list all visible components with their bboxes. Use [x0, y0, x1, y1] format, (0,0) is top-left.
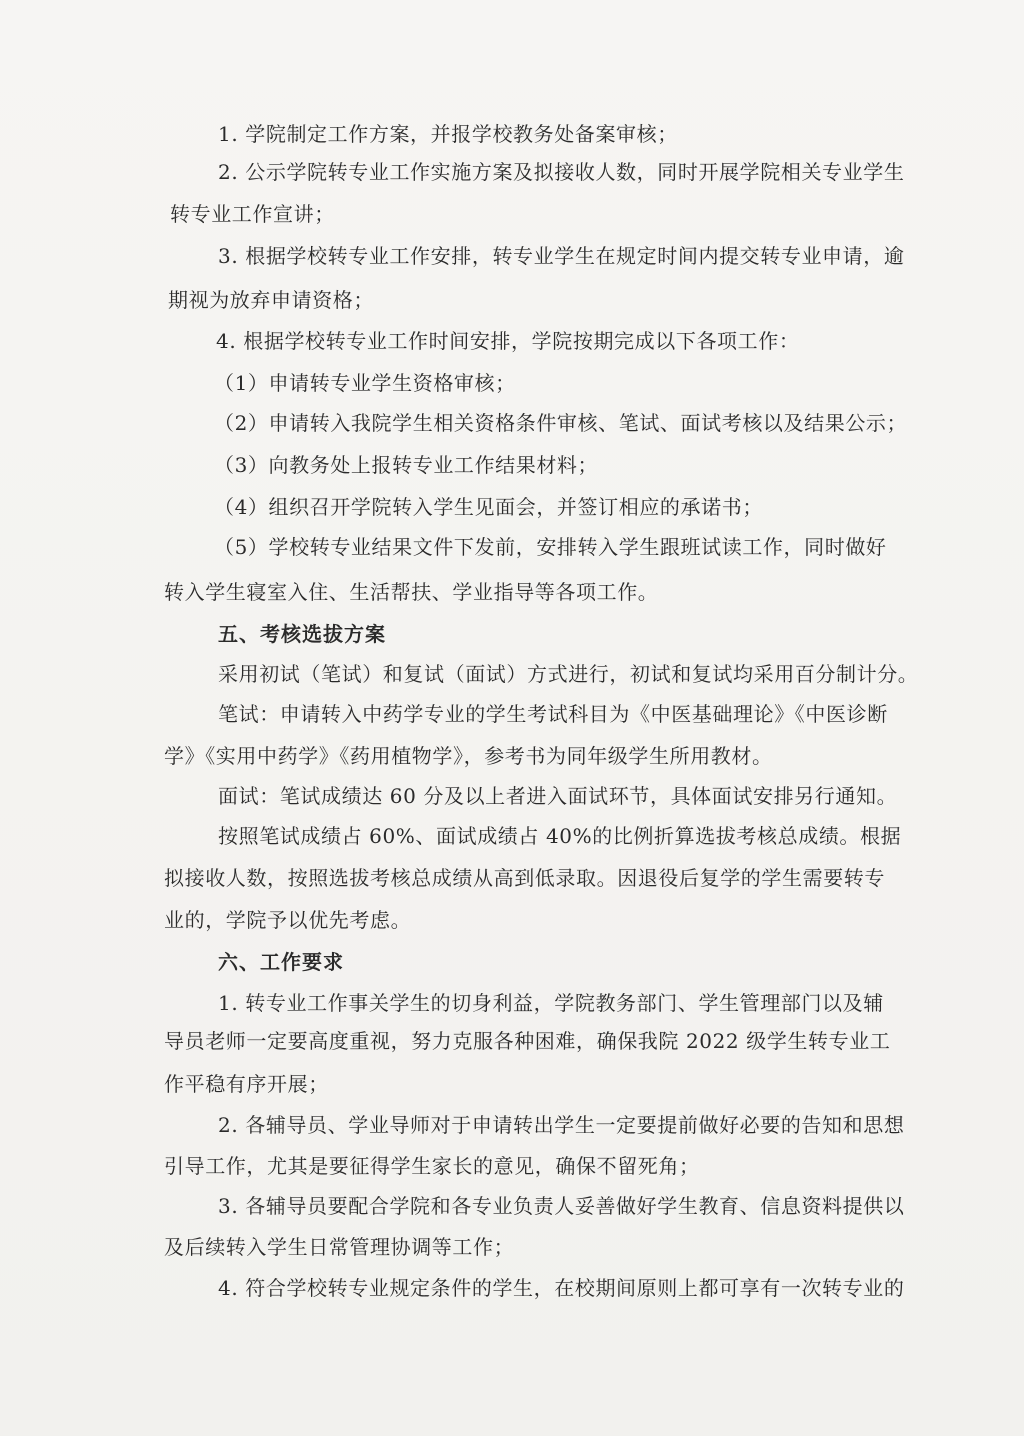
- section-heading: 五、考核选拔方案: [218, 622, 386, 646]
- text-line: 转专业工作宣讲；: [170, 202, 335, 226]
- text-line: （5）学校转专业结果文件下发前，安排转入学生跟班试读工作，同时做好: [214, 535, 887, 559]
- text-line: 2. 公示学院转专业工作实施方案及拟接收人数，同时开展学院相关专业学生: [218, 160, 905, 184]
- section-heading: 六、工作要求: [218, 950, 344, 974]
- text-line: 2. 各辅导员、学业导师对于申请转出学生一定要提前做好必要的告知和思想: [218, 1113, 905, 1137]
- text-line: 面试：笔试成绩达 60 分及以上者进入面试环节，具体面试安排另行通知。: [218, 784, 898, 808]
- text-line: （2）申请转入我院学生相关资格条件审核、笔试、面试考核以及结果公示；: [214, 411, 908, 435]
- text-line: 作平稳有序开展；: [164, 1072, 329, 1096]
- text-line: 及后续转入学生日常管理协调等工作；: [164, 1235, 515, 1259]
- text-line: 4. 符合学校转专业规定条件的学生，在校期间原则上都可享有一次转专业的: [218, 1276, 905, 1300]
- text-line: 4. 根据学校转专业工作时间安排，学院按期完成以下各项工作：: [216, 329, 800, 353]
- text-line: 期视为放弃申请资格；: [168, 288, 374, 312]
- text-line: 引导工作，尤其是要征得学生家长的意见，确保不留死角；: [164, 1154, 700, 1178]
- text-line: 按照笔试成绩占 60%、面试成绩占 40%的比例折算选拔考核总成绩。根据: [218, 824, 902, 848]
- text-line: 笔试：申请转入中药学专业的学生考试科目为《中医基础理论》《中医诊断: [218, 702, 888, 726]
- text-line: 转入学生寝室入住、生活帮扶、学业指导等各项工作。: [164, 580, 659, 604]
- text-line: （3）向教务处上报转专业工作结果材料；: [214, 453, 599, 477]
- text-line: 拟接收人数，按照选拔考核总成绩从高到低录取。因退役后复学的学生需要转专: [164, 866, 885, 890]
- text-line: 3. 各辅导员要配合学院和各专业负责人妥善做好学生教育、信息资料提供以: [218, 1194, 905, 1218]
- text-line: 学》《实用中药学》《药用植物学》，参考书为同年级学生所用教材。: [164, 744, 773, 768]
- text-line: 1. 转专业工作事关学生的切身利益，学院教务部门、学生管理部门以及辅: [218, 991, 884, 1015]
- text-line: （4）组织召开学院转入学生见面会，并签订相应的承诺书；: [214, 495, 763, 519]
- text-line: 业的，学院予以优先考虑。: [164, 908, 412, 932]
- text-line: （1）申请转专业学生资格审核；: [214, 371, 516, 395]
- text-line: 采用初试（笔试）和复试（面试）方式进行，初试和复试均采用百分制计分。: [218, 662, 919, 686]
- text-line: 1. 学院制定工作方案，并报学校教务处备案审核；: [218, 122, 678, 146]
- text-line: 导员老师一定要高度重视，努力克服各种困难，确保我院 2022 级学生转专业工: [164, 1029, 891, 1053]
- text-line: 3. 根据学校转专业工作安排，转专业学生在规定时间内提交转专业申请，逾: [218, 244, 905, 268]
